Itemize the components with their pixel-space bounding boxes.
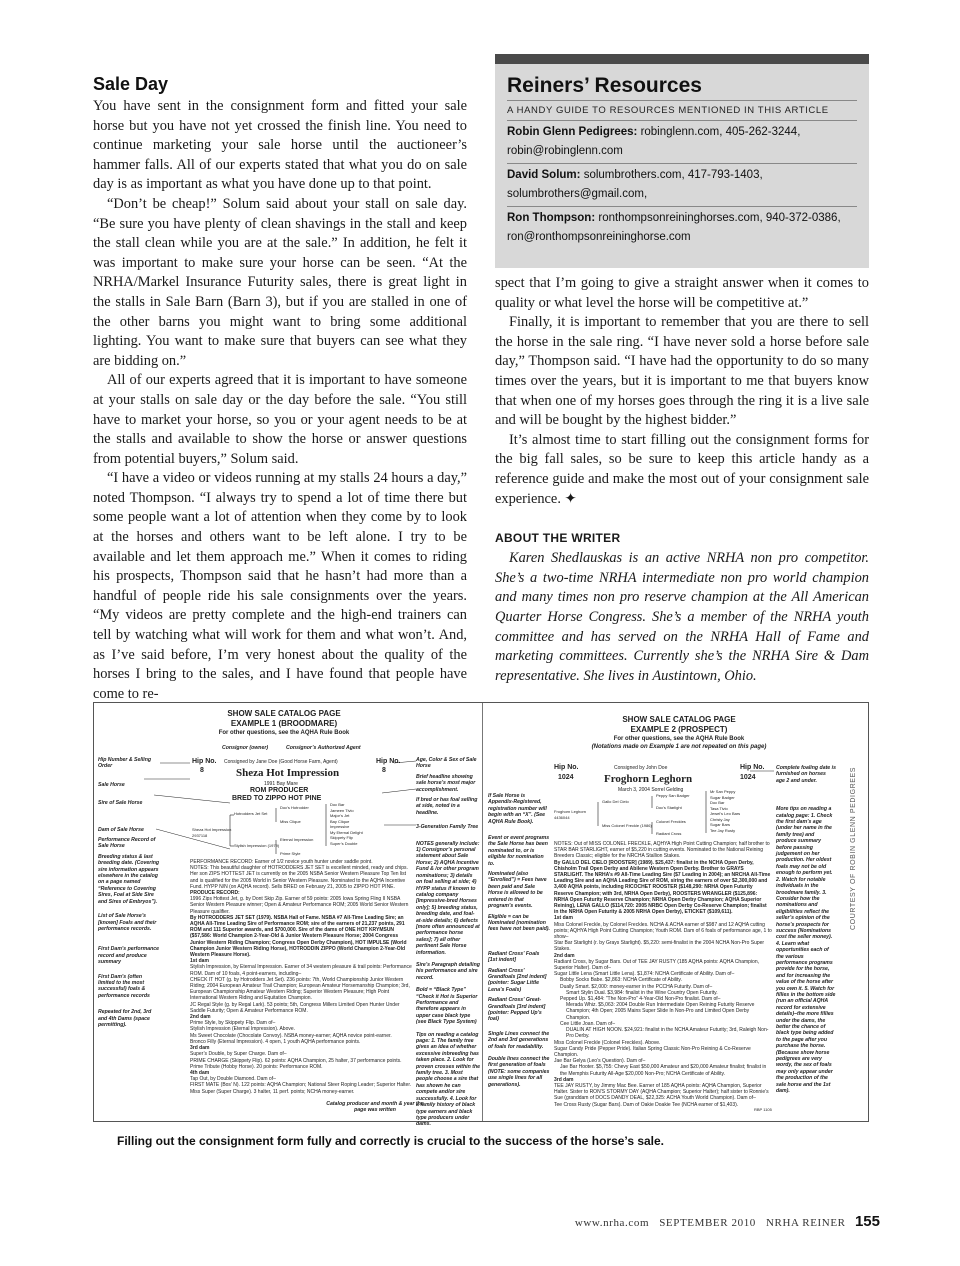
footer-issue: SEPTEMBER 2010 bbox=[659, 1217, 756, 1229]
tree-node: Hotrodders Jet Set bbox=[234, 811, 268, 816]
catalog-example-1 bbox=[94, 703, 482, 1128]
annotation: If bred or has foal selling at side, noted in a headline. bbox=[416, 797, 478, 816]
tree-node: Major’s Jet bbox=[330, 813, 350, 818]
sidebar-title: Reiners’ Resources bbox=[507, 74, 857, 101]
body-paragraph: “Don’t be cheap!” Solum said about your stall on sale day. “Be sure you have plenty of clean shavings in the stall and keep the stall clean while you are at the sale.” In addition, he felt it was important to make sure your horse can be seen. “At the NRHA/Markel Insurance Futurity sales, there is great light in the stalls in Sale Barn (Barn 3), but if you are stalled in one of the other barns you might want to bring some additional lighting. You want to make sure that buyers can see what they are bidding on.” bbox=[93, 195, 467, 369]
catalog-line: Miss Super (Super Charge). 3 halter, 11 perf. points; NCHA money-earner. bbox=[190, 1088, 355, 1095]
tree-node: Prime Style bbox=[280, 851, 301, 856]
rom-headline: ROM PRODUCER bbox=[250, 787, 309, 794]
catalog-line: 4th dam bbox=[190, 1069, 210, 1076]
annotation: Bold = “Black Type” “Check it Hot is Superior Performance and therefore appears in upper case black type (see Black Type System) bbox=[416, 987, 478, 1026]
catalog-line: Tap Out, by Double Diamond. Dam of– bbox=[190, 1076, 276, 1083]
catalog-line: 2nd dam bbox=[190, 1014, 211, 1021]
tree-node: Stylish Impression (1979) bbox=[234, 843, 280, 848]
catalog-line: DUALIN AT HIGH NOON. $24,921: finalist in the NCHA Amateur Futurity; 3rd, Raleigh Non-Pro Derby. bbox=[566, 1027, 769, 1040]
catalog-line: Bobby Socks Babe. $2,863: NCHA Certificate of Ability. bbox=[560, 977, 682, 984]
hip-label: Hip No. bbox=[376, 758, 401, 765]
annotation: Brief headline showing sale horse’s most major accomplishment. bbox=[416, 773, 476, 793]
resource-entry bbox=[507, 207, 857, 249]
tree-node: Sheza Hot Impression 2937118 bbox=[192, 827, 232, 839]
bred-headline: BRED TO ZIPPO HOT PINE bbox=[232, 795, 322, 802]
hip-label: Hip No. bbox=[192, 758, 217, 765]
catalog-footer-note: Catalog producer and month & year the page was written bbox=[326, 1101, 424, 1114]
catalog-line: Star Bar Starlight (r. by Grays Starlight). $5,220: semi-finalist in the 2004 NCHA Non-Pro Super Stakes. bbox=[554, 940, 765, 953]
panel-divider bbox=[482, 703, 483, 1121]
hip-number: 8 bbox=[382, 767, 386, 774]
page-number: 155 bbox=[854, 1213, 880, 1230]
catalog-line: Ms Sweet Chocolate (Chocolate Convoy). NSBA money-earner; AQHA novice point-earner. bbox=[190, 1032, 392, 1039]
catalog-line: Jae Bar Hooter. $5,755: Chevy East $50,000 Amateur and $20,000 Amateur finalist; finalist in the Memphis Futurity All-Age $20,000 Non-Pro; NCHA Certificate of Ability. bbox=[560, 1064, 767, 1077]
catalog-line: Merada Whiz. $5,063: 2004 Double Run Intermediate Open Reining Futurity Reserve Champion; 4th Open; 2005 Mains Super Slide In Non-Pro and Limited Open Derby Champion. bbox=[566, 1002, 755, 1021]
catalog-body bbox=[190, 859, 412, 1099]
catalog-line: Pepped Up. $1,484: “The Non-Pro” 4-Year-Old Non-Pro finalist. Dam of– bbox=[560, 996, 721, 1003]
catalog-line: TEE JAY RUSTY, by Jimmy Mac Bee. Earner of 185 AQHA points: AQHA Champion, Superior Halter. Sister to RON’S STORMY DAY (AQHA Champion; Superior Halter); half sister to Ronnie’s Sue (granddam of DOCS DANDY DEAL, $22,325: ACHA Youth World Champion). Dam of– bbox=[554, 1082, 769, 1102]
resource-email[interactable]: ron@ronthompsonreininghorse.com bbox=[507, 231, 691, 243]
tree-node: Colonel Freckles bbox=[656, 819, 686, 824]
catalog-line: NOTES: Out of MISS COLONEL FRECKLE, AQHYA High Point Cutting Champion; half brother to STAR BAR STARLIGHT, earner of $5,220 in cutting events. Nominated to the National Reining Breeders Classic; eligible for the NRCHA Stallion Stakes. bbox=[554, 841, 770, 860]
horse-name: Froghorn Leghorn bbox=[604, 773, 693, 785]
foaled-line: March 3, 2004 Sorrel Gelding bbox=[618, 787, 684, 793]
catalog-line: Miss Colonel Freckle, by Colonel Freckles. NCHA & ACHA earner of $987 and 12 AQHA cutting points; AQHYA High Point Cutting Champion; Youth ROM. Dam of 6 foals of performance age, 1 to show– bbox=[554, 921, 772, 941]
tree-node: Miss Clique bbox=[280, 819, 301, 824]
annotation: Performance Record of Sale Horse bbox=[98, 837, 156, 850]
catalog-line: Stylish Impression, by Eternal Impression. Earner of 34 western pleasure & trail points: Performance ROM. Dam of 10 foals, 4 point-earners, including– bbox=[190, 964, 412, 977]
annotation: Eligible = can be Nominated (nomination fees have not been paid). bbox=[488, 913, 550, 933]
catalog-line: Super’s Double, by Super Charge. Dam of– bbox=[190, 1051, 287, 1058]
annotation: Double lines connect the first generation of foals (NOTE: some companies use single lines for all generations). bbox=[488, 1056, 550, 1088]
resource-entry bbox=[507, 164, 857, 207]
left-column bbox=[93, 74, 467, 704]
catalog-line: Prime Tribute (Hobby Horse). 20 points: Performance ROM. bbox=[190, 1063, 323, 1070]
catalog-line: 3rd dam bbox=[554, 1076, 574, 1083]
figure-caption: Filling out the consignment form fully and correctly is crucial to the success of the horse’s sale. bbox=[117, 1134, 665, 1148]
resource-link[interactable]: robinglenn.com, 405-262-3244, bbox=[640, 126, 801, 138]
right-annotations bbox=[416, 757, 480, 1128]
body-paragraph: It’s almost time to start filling out the consignment forms for the big fall sales, so be sure to keep this article handy as a reference guide and make the most out of your consignment sale experience. ✦ bbox=[495, 431, 869, 507]
hip-number: 1024 bbox=[740, 774, 756, 781]
tree-node: Sugar Badger bbox=[710, 794, 735, 800]
tree-node: Skippety Flip bbox=[330, 835, 353, 840]
catalog-line: JC Regal Style (g. by Regal Lark). 53 points; 5th, Congress Millers Limited Open Hunter Under Saddle Futurity; Open & Amateur Performance ROM. bbox=[190, 1001, 400, 1014]
body-paragraph: Finally, it is important to remember that you are there to sell the horse in the sale ring. “I have never sold a horse before sale day,” Thompson said. “I have had the opportunity to do so many times over the years, but it is important to me that buyers know that when one of my horses goes through the ring it is a live sale and will be bought by the highest bidder.” bbox=[495, 314, 869, 429]
consigned-by: Consigned by John Doe bbox=[614, 765, 668, 771]
catalog-line: Sugar Little Lena (Smart Little Lena). $1,874: NCHA Certificate of Ability. Dam of– bbox=[554, 971, 735, 978]
catalog-line: Radiant Cross, by Sugar Bars. Out of TEE JAY RUSTY (185 AQHA points: AQHA Champion, Superior Halter). Dam of– bbox=[554, 958, 760, 972]
annotation: Sire of Sale Horse bbox=[98, 800, 143, 807]
hip-label: Hip No. bbox=[554, 764, 579, 771]
hip-label: Hip No. bbox=[740, 764, 765, 771]
annotation: Age, Color & Sex of Sale Horse bbox=[416, 757, 477, 770]
catalog-line: 3rd dam bbox=[190, 1045, 210, 1052]
catalog-line: Jae Bar Gelya (Leo’s Question). Dam of– bbox=[554, 1058, 646, 1065]
right-column bbox=[495, 274, 869, 686]
annotation: NOTES generally include: 1) Consignor’s personal statement about Sale Horse; 2) AQHA Incentive Fund & /or other program nominations; 3) details on foal selling at side; 4) HYPP status if known to catalog company [Impressive-bred Horses only]; 5) breeding status, breeding date, and foal-at-side details; 6) defects [more often announced at performance horse sales]; 7) all other pertinent Sale Horse information. bbox=[416, 840, 480, 956]
tree-node: Jewel’s Leo Bars bbox=[710, 811, 741, 816]
annotation: Tips on reading a catalog page: 1. The family tree gives an idea of whether excessive inbreeding has taken place. 2. Look for proven crosses within the family tree. 3. Most people choose a sire that has shown he can compete and/or sire successfully. 4. Look for a family history of black type earners and black type producers under dams. bbox=[416, 1031, 480, 1128]
body-paragraph: spect that I’m going to give a straight answer when it comes to quality or what level the horse will be competitive at.” bbox=[495, 275, 869, 311]
catalog-line: Prime Style, by Skippety Flip. Dam of– bbox=[190, 1020, 276, 1027]
catalog-line: 2nd dam bbox=[554, 952, 575, 959]
annotation: Repeated for 2nd, 3rd and 4th Dams (space permitting). bbox=[98, 1009, 152, 1028]
right-annotations bbox=[776, 765, 836, 1095]
catalog-subtitle: EXAMPLE 2 (PROSPECT) bbox=[630, 725, 728, 734]
catalog-line: PRIME CHARGE (Skippety Flip). 62 points: AQHA Champion, 25 halter, 37 performance points. bbox=[190, 1057, 402, 1064]
catalog-line: Smart Stylin Dual. $3,984: finalist in the Wine Country Open Futurity. bbox=[566, 989, 718, 996]
annotation: Sale Horse bbox=[98, 781, 125, 788]
section-heading: Sale Day bbox=[93, 74, 169, 94]
catalog-line: Cee Little Joan. Dam of– bbox=[560, 1020, 616, 1027]
body-paragraph: “I have a video or videos running at my stalls 24 hours a day,” noted Thompson. “I always try to spend a lot of time there but some people want a lot of attention when they come by to look at the horses and others want to be left alone. I try to be available and let them approach me.” When it comes to riding his prospects, Thompson said that he hasn’t had more than a handful of people ride his sale consignments over the years. “My videos are pretty complete and the high-end trainers can tell by watching what will work for them and what won’t. And, as I’ve said before, I’m very honest about the quality of the horses I bring to the sales, and I have found that people have come to re- bbox=[93, 470, 467, 702]
foaled-line: 1991 Bay Mare bbox=[264, 781, 298, 787]
catalog-note: For other questions, see the AQHA Rule Book bbox=[613, 736, 745, 742]
consigned-by: Consigned by Jane Doe (Good Horse Farm, Agent) bbox=[224, 759, 338, 765]
catalog-note: (Notations made on Example 1 are not repeated on this page) bbox=[591, 744, 767, 750]
catalog-code: RBP 1105 bbox=[754, 1107, 772, 1112]
catalog-line: NOTES: This beautiful daughter of HOTRODDERS JET SET is excellent minded, ready and chips. Her son ZIPS HOTTEST JET is currently on the 2005 NSBA Senior Western Pleasure Top Ten list and is qualified for the 2005 World in Senior Western Pleasure. Nominated to the AQHA Incentive Fund. HYPP N/N (on AQHA record). Sells BRED on February 21, 2005 to ZIPPO HOT PINE. bbox=[190, 865, 408, 890]
annotation: Sire’s Paragraph detailing his performance and sire record. bbox=[416, 961, 480, 981]
catalog-title: SHOW SALE CATALOG PAGE bbox=[622, 715, 736, 724]
resource-link[interactable]: ronthompsonreininghorses.com, 940-372-0386, bbox=[598, 212, 841, 224]
tree-node: Bay Clique bbox=[330, 818, 350, 824]
tree-node: Radiant Cross bbox=[656, 831, 682, 836]
catalog-line: By GALLO DEL CIELO [ROOSTER] (1989). $25,437: finalist in the NCHA Open Derby, Chisholm Trail Open Derby and Abilene Western Open Derby. Brother to GRAYS STARLIGHT. The NRHA’s #9 All-Time Leading Sire ($7 Leading in 2004); an NRCHA All-Time Leading Sire and an AQHA Leading Sire of ROM, siring the earners of over $2,300,000 and 3,400 AQHA points, including RICOCHET ROOSTER ($148,290: NRHA Open Futurity Reserve Champion; with 3rd, NRHA Open Derby), ROOSTERS WRANGLER ($125,896: NRHA Open Futurity Reserve Champion; NRHA Open Derby Champion; AQHA Superior Reining), LENA GALLO ($114,720: 2005 NRBC Open Derby Co-Reserve Champion; finalist in the NRHA Open Futurity & 2005 NRHA Open Derby), ETICKET ($109,611). bbox=[554, 859, 771, 916]
tree-node: Peppy San Badger bbox=[656, 793, 690, 798]
tree-node: Doc’s Hotrodder bbox=[280, 805, 309, 810]
resource-name: Robin Glenn Pedigrees: bbox=[507, 126, 638, 138]
about-text: Karen Shedlauskas is an active NRHA non pro competitor. She’s a two-time NRHA intermediate non pro world champion and many times non pro reserve champion at the All American Quarter Horse Congress. She’s a member of the NRHA youth committee and has served on the NRHA Hall of Fame and marketing committees. Currently she’s the NRHA Sire & Dam representative. She lives in Austintown, Ohio. bbox=[495, 550, 869, 684]
body-paragraph: You have sent in the consignment form and fitted your sale horse but you have not yet crossed the finish line. You need to continue marketing your sale horse until the auctioneer’s hammer falls. All of our experts stated that what you do on sale day is as important as what you have done up to that point. bbox=[93, 98, 467, 193]
annotation: Radiant Cross’ Great-Grandfoals [3rd indent] (pointer: Pepped Up’s foal) bbox=[488, 997, 546, 1023]
tree-node: Jameen Tivio bbox=[330, 807, 354, 813]
catalog-figure bbox=[93, 702, 869, 1128]
tree-node: Doc Bar bbox=[710, 800, 725, 805]
catalog-line: Tee Cross Rusty (Sugar Bars). Dam of Oakie Doakie Tee (NCHA earner of $1,403). bbox=[554, 1101, 739, 1108]
sidebar-subtitle: A HANDY GUIDE TO RESOURCES MENTIONED IN THIS ARTICLE bbox=[507, 101, 857, 121]
catalog-line: Stylish Impression (Eternal Impression). Above. bbox=[190, 1026, 296, 1033]
catalog-line: 1st dam bbox=[554, 915, 573, 922]
footer-magazine: NRHA REINER bbox=[765, 1217, 846, 1229]
tree-node: Eternal Impression bbox=[280, 837, 314, 842]
body-paragraph: All of our experts agreed that it is important to have someone at your stalls on sale day or the day before the sale. “You still have to market your horse, so you or your agent needs to be at the stalls and available to show the horse or answer questions from potential buyers,” Solum said. bbox=[93, 372, 467, 467]
catalog-line: CHECK IT HOT (g. by Hotrodders Jet Set). 236 points: 7th, World Championship Junior Western Riding; 2004 European Amateur Trail Champion; European Amateur Horsemanship Champion; 3rd, European Championship Amateur Western Riding; Superior Western Pleasure; High Point International Western Riding and Equitation Champion. bbox=[190, 976, 410, 1002]
tree-node: Super’s Double bbox=[330, 840, 358, 846]
catalog-line: 1st dam bbox=[190, 958, 209, 965]
annotation: Radiant Cross’ Grandfoals [2nd indent] (pointer: Sugar Little Lena’s Foals) bbox=[488, 967, 547, 993]
consignor-label: Consignor (owner) bbox=[222, 745, 269, 751]
resource-name: David Solum: bbox=[507, 169, 581, 181]
catalog-line: FIRST MATE (Bos’ N). 122 points: AQHA Champion; National Steer Roping Leader; Superior Halter. bbox=[190, 1082, 412, 1089]
annotation: Radiant Cross’ Foals [1st indent] bbox=[488, 950, 540, 964]
catalog-line: Dually Smart. $2,000: money-earner in the PCCHA Futurity. Dam of– bbox=[560, 983, 713, 990]
annotation: More tips on reading a catalog page: 1. Check the first dam’s age (under her name in the family tree) and produce summary before passing judgement on her production. Her oldest foals may not be old enough to perform yet. 2. Watch for notable individuals in the broodmare family. 3. Consider how the nominations and eligibilities reflect the seller’s opinion of the horse’s prospects for success (Nominations cost the seller money). 4. Learn what opportunities each of the various performance programs provide for the horse, and for increasing the value of the horse after you own it. 5. Watch for fillies in the bottom side (run an official AQHA record for extensive details)–the more fillies under the dams, the better the chance of black type being added to the page after you purchase the horse. (Because show horse pedigrees are very wordy, the sex of foals may only appear under the production of the sale horse and the 1st dam). bbox=[776, 806, 836, 1095]
catalog-line: Sugar Candy Pride (Pepper Pride). Italian Spring Classic Non-Pro Reining & Co-Reserve Champion. bbox=[554, 1045, 751, 1058]
page-footer bbox=[560, 1213, 880, 1230]
catalog-line: Miss Colonel Freckle (Colonel Freckles). Above. bbox=[554, 1039, 661, 1046]
tree-node: Tasa Tivio bbox=[710, 805, 728, 811]
catalog-line: Bronco Filly (Eternal Impression). 4 open, 1 youth AQHA performance points. bbox=[190, 1038, 361, 1045]
catalog-title: SHOW SALE CATALOG PAGE bbox=[227, 709, 341, 718]
tree-node: Sugar Bars bbox=[710, 822, 731, 827]
resource-email[interactable]: robin@robinglenn.com bbox=[507, 145, 623, 157]
catalog-body bbox=[554, 841, 772, 1108]
resource-link[interactable]: solumbrothers.com, 417-793-1403, bbox=[583, 169, 763, 181]
catalog-line: By HOTRODDERS JET SET (1979). NSBA Hall of Fame. NSBA #7 All-Time Leading Sire; an AQHA All-Time Leading Sire of Performance ROM; sire of the earners of 21,237 points, 291 ROM and 111 Superior awards, and $700,000. Sire of the dams of ONE HOT KRYMSUN ($57,586: World Champion 2-Year-Old & Junior Western Pleasure Horse; 2004 Congress Junior Western Riding Champion; Congress Open Derby Champion), HOT IMPULSE (World Champion Junior Western Riding Horse), HOTRODDIN ZIPPO (World Champion 2-Year-Old Western Pleasure Horse). bbox=[190, 914, 407, 959]
catalog-line: 1996 Zips Hottest Jet, g. by Dont Skip Zip. Earner of 59 points: 2005 Iowa Spring Fling II NSBA Senior Western Pleasure winner; Open & Amateur Performance ROM; 2005 World Senior Western Pleasure qualifier. bbox=[190, 896, 409, 915]
tree-node: Doc Bar bbox=[330, 802, 345, 807]
hip-number: 8 bbox=[200, 767, 204, 774]
annotation: Nominated (also “Enrolled”) = Fees have been paid and Sale Horse is allowed to be entered in that program’s events. bbox=[488, 871, 547, 910]
annotation: Complete foaling date is furnished on horses age 2 and under. bbox=[776, 765, 836, 784]
resources-sidebar bbox=[495, 54, 869, 268]
catalog-note: For other questions, see the AQHA Rule Book bbox=[218, 730, 350, 736]
tree-node: Froghorn Leghorn 4436044 bbox=[554, 809, 587, 821]
photo-credit: COURTESY OF ROBIN GLENN PEDIGREES bbox=[850, 766, 857, 930]
resource-email[interactable]: solumbrothers@gmail.com, bbox=[507, 188, 648, 200]
annotation: Breeding status & last breeding date. (Covering sire information appears elsewhere in the catalog on a page named “Reference to Covering Sires, Foal at Side Sire and Sires of Embryos”). bbox=[98, 853, 160, 905]
tree-node: Miss Colonel Freckle (1986) bbox=[602, 823, 652, 828]
annotation: Hip Number & Selling Order bbox=[98, 757, 152, 770]
tree-node: My Eternal Delight bbox=[330, 829, 363, 835]
annotation: First Dam’s (often limited to the most successful) foals & performance records bbox=[98, 973, 150, 999]
annotation: Dam of Sale Horse bbox=[98, 826, 144, 833]
about-heading: ABOUT THE WRITER bbox=[495, 531, 621, 546]
hip-number: 1024 bbox=[558, 774, 574, 781]
horse-name: Sheza Hot Impression bbox=[236, 767, 340, 779]
tree-node: Doc’s Starlight bbox=[656, 805, 682, 810]
catalog-line: PERFORMANCE RECORD: Earner of 1/2 novice youth hunter under saddle point. bbox=[190, 859, 373, 865]
tree-node: Christy Jay bbox=[710, 816, 730, 822]
catalog-line: PRODUCE RECORD: bbox=[190, 890, 240, 897]
agent-label: Consignor’s Authorized Agent bbox=[286, 745, 361, 751]
annotation: Single Lines connect the 2nd and 3rd generations of foals for readability. bbox=[488, 1030, 550, 1050]
resource-name: Ron Thompson: bbox=[507, 212, 596, 224]
annotation: Event or event programs the Sale Horse has been nominated to, or is eligible for nomination to. bbox=[488, 835, 550, 867]
annotation: 3-Generation Family Tree bbox=[416, 824, 479, 831]
catalog-subtitle: EXAMPLE 1 (BROODMARE) bbox=[230, 719, 338, 728]
footer-url[interactable]: www.nrha.com bbox=[574, 1217, 650, 1229]
annotation: List of Sale Horse’s [known] Foals and their performance records. bbox=[98, 913, 157, 932]
annotation: First Dam’s performance record and produce summary bbox=[98, 946, 160, 966]
annotation: If Sale Horse is Appendix-Registered, registration number will begin with an “X”. (See AQHA Rule Book). bbox=[488, 793, 547, 825]
tree-node: Mr San Peppy bbox=[710, 789, 736, 794]
tree-node: Impressive bbox=[330, 824, 350, 829]
catalog-example-2 bbox=[484, 703, 868, 1121]
tree-node: Gallo Del Cielo bbox=[602, 799, 629, 804]
resource-entry bbox=[507, 121, 857, 164]
tree-node: Tee Jay Rusty bbox=[710, 827, 736, 833]
